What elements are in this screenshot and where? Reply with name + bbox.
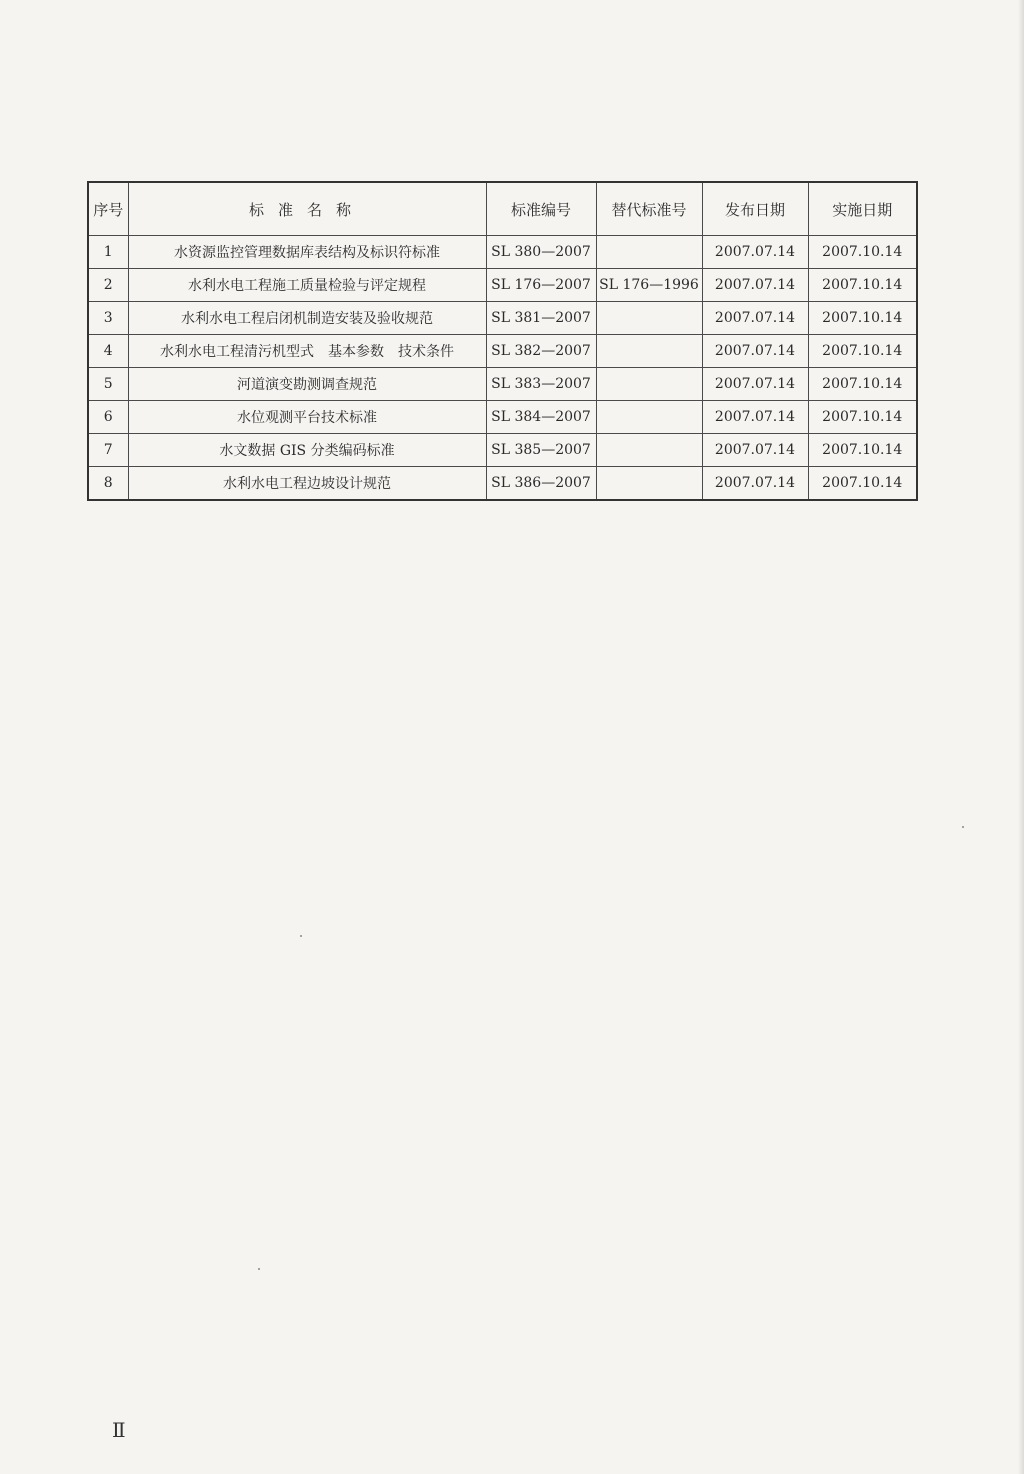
cell-no: 2	[88, 269, 128, 302]
cell-code: SL 381—2007	[486, 302, 596, 335]
standards-table	[87, 181, 918, 501]
cell-implement-date: 2007.10.14	[808, 401, 917, 434]
cell-name: 水位观测平台技术标准	[128, 401, 486, 434]
cell-replaces: SL 176—1996	[596, 269, 702, 302]
cell-code: SL 384—2007	[486, 401, 596, 434]
cell-replaces	[596, 434, 702, 467]
cell-code: SL 176—2007	[486, 269, 596, 302]
cell-name: 水资源监控管理数据库表结构及标识符标准	[128, 236, 486, 269]
cell-name: 水文数据 GIS 分类编码标准	[128, 434, 486, 467]
table-row	[88, 335, 917, 368]
cell-implement-date: 2007.10.14	[808, 467, 917, 501]
cell-no: 6	[88, 401, 128, 434]
cell-code: SL 382—2007	[486, 335, 596, 368]
cell-no: 5	[88, 368, 128, 401]
header-code: 标准编号	[486, 182, 596, 236]
cell-publish-date: 2007.07.14	[702, 401, 808, 434]
cell-implement-date: 2007.10.14	[808, 434, 917, 467]
cell-publish-date: 2007.07.14	[702, 368, 808, 401]
cell-replaces	[596, 467, 702, 501]
page-edge-shadow	[1018, 0, 1024, 1474]
header-name	[128, 182, 486, 236]
header-no: 序号	[88, 182, 128, 236]
cell-implement-date: 2007.10.14	[808, 236, 917, 269]
cell-implement-date: 2007.10.14	[808, 368, 917, 401]
table-row	[88, 368, 917, 401]
scan-speck	[258, 1268, 260, 1270]
cell-no: 8	[88, 467, 128, 501]
header-name-label: 标准名称	[248, 200, 365, 219]
table-row	[88, 467, 917, 501]
cell-publish-date: 2007.07.14	[702, 236, 808, 269]
cell-replaces	[596, 368, 702, 401]
cell-no: 3	[88, 302, 128, 335]
header-publish-date: 发布日期	[702, 182, 808, 236]
table-row	[88, 236, 917, 269]
cell-publish-date: 2007.07.14	[702, 335, 808, 368]
cell-name: 水利水电工程启闭机制造安装及验收规范	[128, 302, 486, 335]
page-number: Ⅱ	[112, 1418, 126, 1442]
cell-publish-date: 2007.07.14	[702, 269, 808, 302]
cell-publish-date: 2007.07.14	[702, 434, 808, 467]
cell-code: SL 385—2007	[486, 434, 596, 467]
cell-implement-date: 2007.10.14	[808, 335, 917, 368]
table-row	[88, 434, 917, 467]
cell-code: SL 380—2007	[486, 236, 596, 269]
cell-replaces	[596, 401, 702, 434]
cell-no: 4	[88, 335, 128, 368]
table-row	[88, 269, 917, 302]
cell-publish-date: 2007.07.14	[702, 302, 808, 335]
cell-no: 7	[88, 434, 128, 467]
cell-no: 1	[88, 236, 128, 269]
cell-name: 水利水电工程施工质量检验与评定规程	[128, 269, 486, 302]
cell-implement-date: 2007.10.14	[808, 269, 917, 302]
cell-code: SL 383—2007	[486, 368, 596, 401]
scan-speck	[962, 826, 964, 828]
cell-implement-date: 2007.10.14	[808, 302, 917, 335]
cell-replaces	[596, 236, 702, 269]
cell-replaces	[596, 335, 702, 368]
cell-replaces	[596, 302, 702, 335]
scan-speck	[300, 935, 302, 937]
table-row	[88, 401, 917, 434]
header-replaces: 替代标准号	[596, 182, 702, 236]
cell-name: 水利水电工程边坡设计规范	[128, 467, 486, 501]
table-header-row	[88, 182, 917, 236]
table-row	[88, 302, 917, 335]
cell-name: 水利水电工程清污机型式 基本参数 技术条件	[128, 335, 486, 368]
cell-code: SL 386—2007	[486, 467, 596, 501]
cell-publish-date: 2007.07.14	[702, 467, 808, 501]
header-implement-date: 实施日期	[808, 182, 917, 236]
cell-name: 河道演变勘测调查规范	[128, 368, 486, 401]
